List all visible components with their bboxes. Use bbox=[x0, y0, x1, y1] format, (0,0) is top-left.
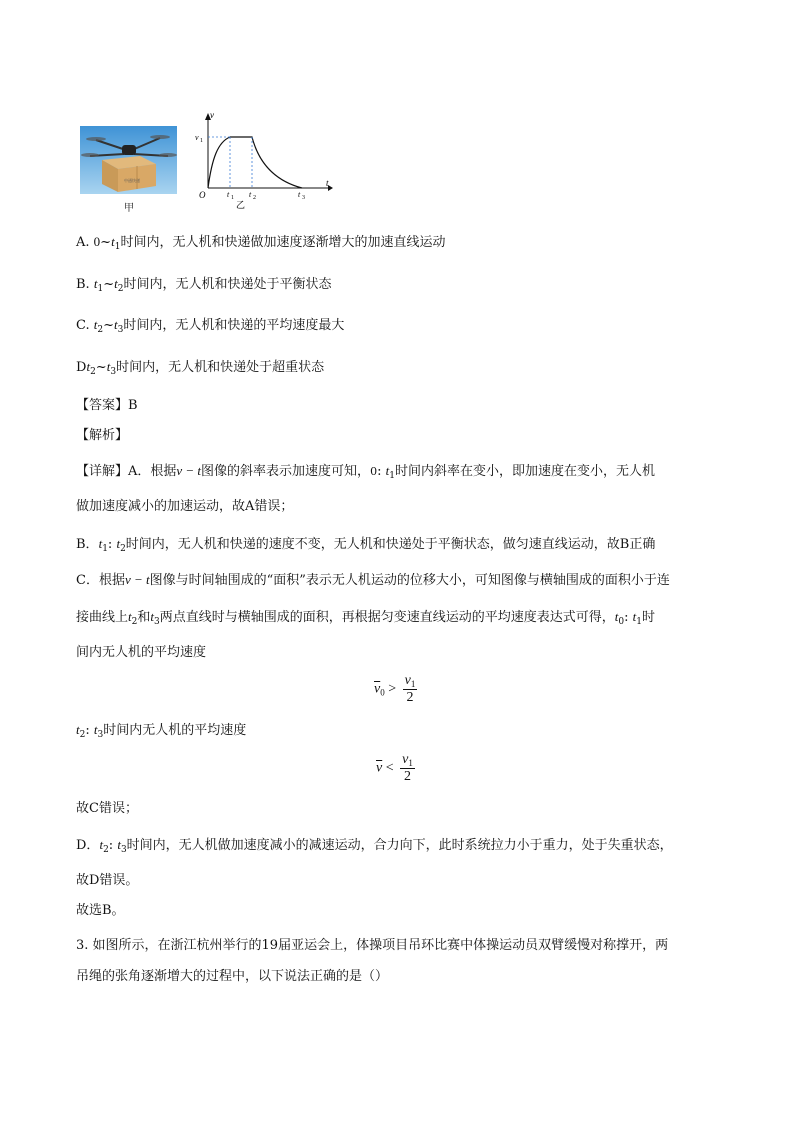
t-axis-arrow bbox=[328, 185, 333, 191]
graph-caption: 乙 bbox=[236, 201, 246, 211]
t1-label: t bbox=[227, 190, 230, 199]
option-c: C. $t_2\sim t_3$时间内，无人机和快递的平均速度最大 bbox=[76, 317, 345, 335]
detail-line-1: 【详解】A．根据v − t图像的斜率表示加速度可知，0: $t_1$时间内斜率在变小，即加速度在变小，无人机 bbox=[76, 463, 655, 481]
detail-line-4: C．根据v − t图像与时间轴围成的“面积”表示无人机运动的位移大小，可知图像与横轴围成的面积小于连 bbox=[76, 572, 670, 588]
v1-sub: 1 bbox=[200, 138, 203, 144]
formula-average-velocity-1: $\overline{v}_0$ > $\frac{v_1}{2}$ bbox=[374, 673, 416, 705]
vt-graph bbox=[190, 108, 336, 212]
t2-label: t bbox=[249, 190, 252, 199]
fraction: $\frac{v_1}{2}$ bbox=[402, 752, 413, 784]
detail-line-10: 故D错误。 bbox=[76, 873, 139, 888]
option-d: $Dt_2\sim t_3$时间内，无人机和快递处于超重状态 bbox=[76, 359, 325, 377]
formula-average-velocity-2: $\overline{v}$ < $\frac{v_1}{2}$ bbox=[376, 752, 413, 784]
option-b: B. $t_1\sim t_2$时间内，无人机和快递处于平衡状态 bbox=[76, 276, 332, 294]
detail-line-2: 做加速度减小的加速运动，故A错误； bbox=[76, 499, 294, 514]
detail-line-6: 间内无人机的平均速度 bbox=[76, 645, 207, 660]
v1-label: v bbox=[195, 133, 199, 142]
detail-line-11: 故选B。 bbox=[76, 903, 125, 918]
t-axis-label: t bbox=[326, 178, 329, 188]
drone-illustration bbox=[80, 126, 177, 194]
velocity-curve bbox=[208, 137, 302, 188]
t3-label: t bbox=[298, 190, 301, 199]
detail-line-8: 故C错误； bbox=[76, 801, 138, 816]
analysis-label: 【解析】 bbox=[76, 428, 129, 443]
drone-photo bbox=[80, 126, 177, 194]
fraction: $\frac{v_1}{2}$ bbox=[404, 673, 416, 705]
detail-line-7: $t_2$: $t_3$时间内无人机的平均速度 bbox=[76, 722, 247, 740]
detail-line-9: D．$t_2$: $t_3$时间内，无人机做加速度减小的减速运动，合力向下，此时系统拉力小于重力，处于失重状态， bbox=[76, 837, 673, 855]
photo-caption: 甲 bbox=[124, 203, 134, 214]
box-label: 中通快递 bbox=[124, 178, 140, 183]
t1-sub: 1 bbox=[231, 195, 234, 201]
detail-line-3: B．$t_1$: $t_2$时间内，无人机和快递的速度不变，无人机和快递处于平衡状态，做匀速直线运动，故B正确 bbox=[76, 536, 656, 554]
option-a: A. $0\sim t_1$时间内，无人机和快递做加速度逐渐增大的加速直线运动 bbox=[76, 234, 446, 252]
t3-sub: 3 bbox=[302, 195, 305, 201]
answer-label: 【答案】B bbox=[76, 398, 138, 413]
t2-sub: 2 bbox=[253, 195, 256, 201]
detail-line-5: 接曲线上$t_2$和$t_3$两点直线时与横轴围成的面积，再根据匀变速直线运动的平均速度表达式可得，$t_0$: $t_1$时 bbox=[76, 609, 656, 627]
question-3-line-2: 吊绳的张角逐渐增大的过程中，以下说法正确的是（） bbox=[76, 969, 389, 984]
question-3-line-1: 3. 如图所示，在浙江杭州举行的19届亚运会上，体操项目吊环比赛中体操运动员双臂缓慢对称撑开，两 bbox=[76, 938, 669, 953]
v-axis-label: v bbox=[210, 110, 214, 120]
origin-label: O bbox=[199, 190, 206, 200]
